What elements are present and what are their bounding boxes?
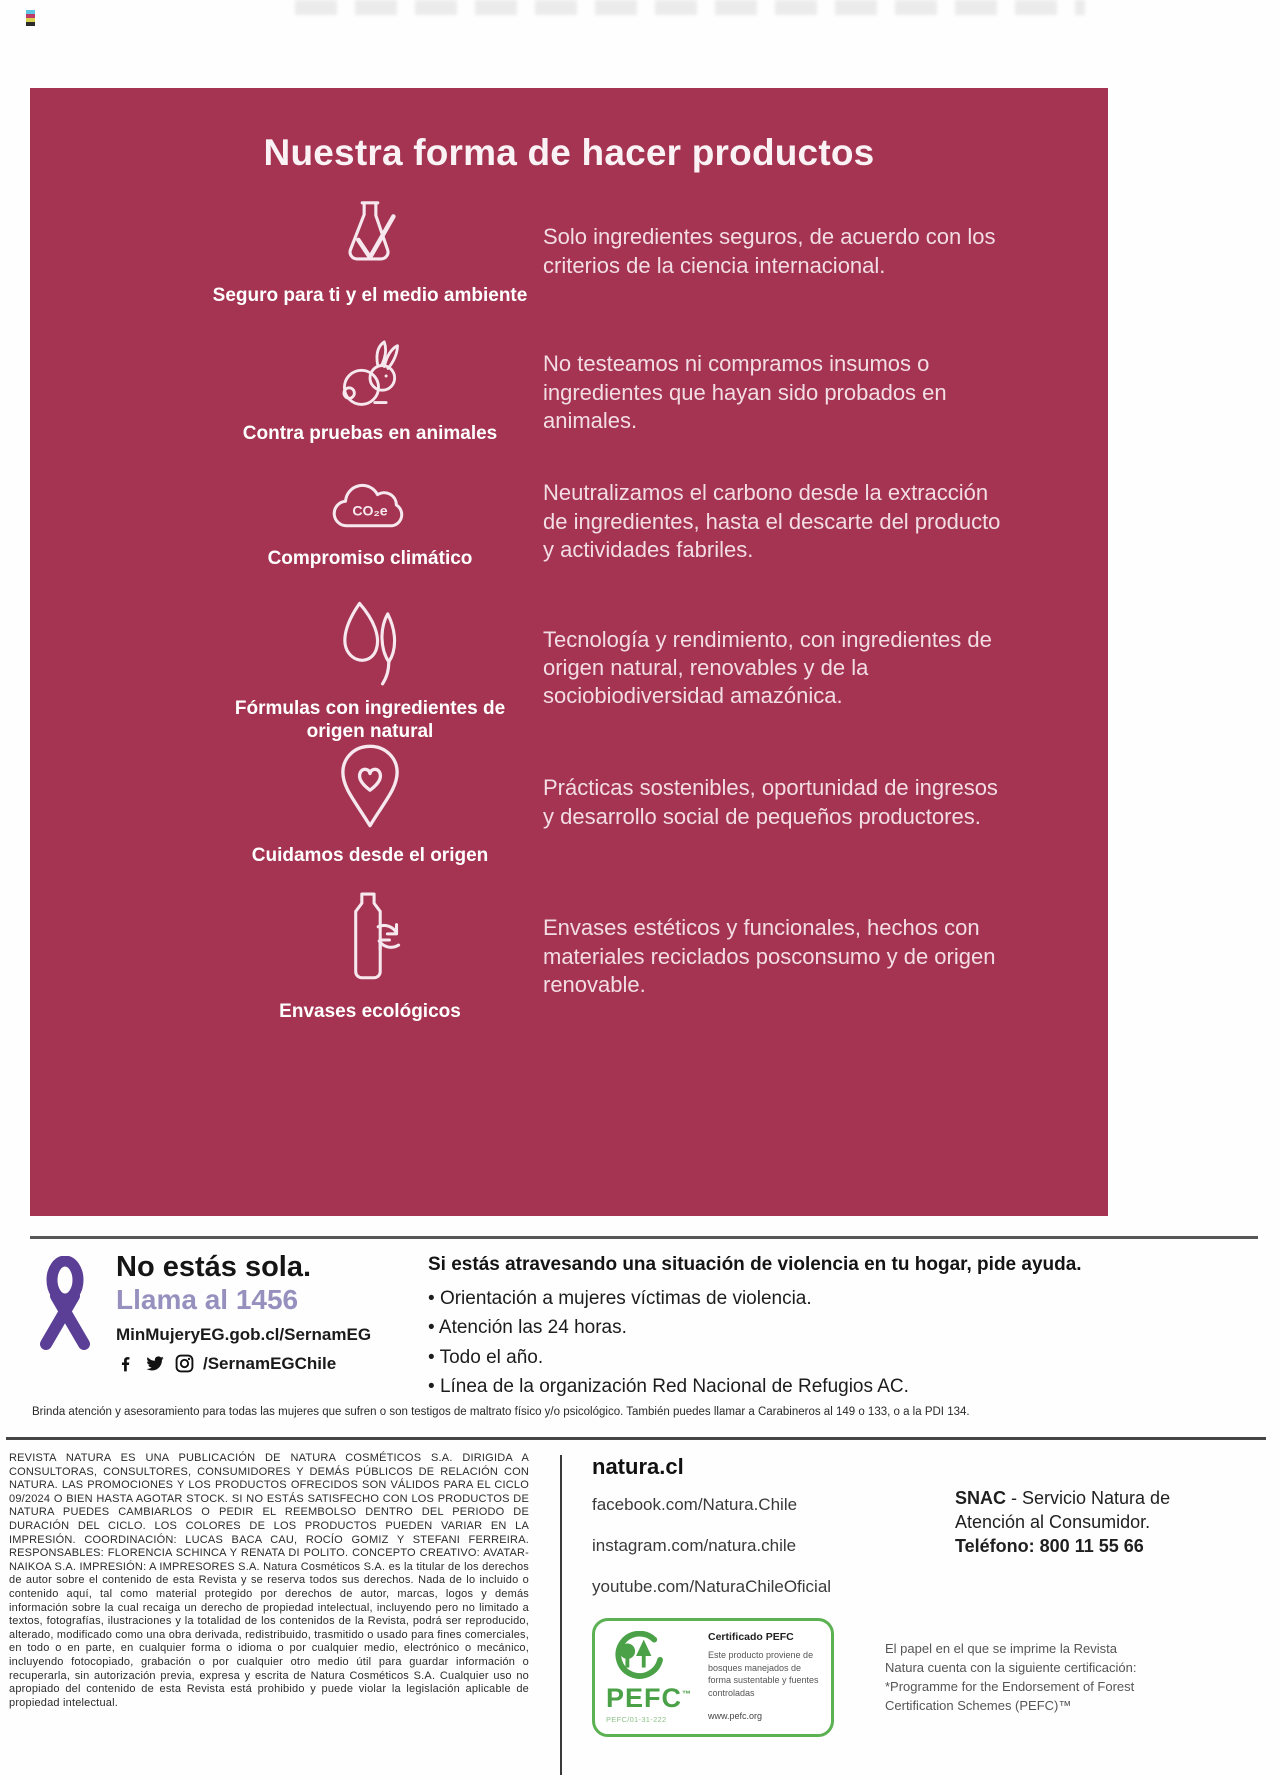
scan-ghost-text [295, 0, 1085, 15]
flask-check-icon [330, 196, 410, 274]
helpline-bullet: • Línea de la organización Red Nacional de Refugios AC. [428, 1372, 1256, 1401]
helpline-heading: Si estás atravesando una situación de violencia en tu hogar, pide ayuda. [428, 1254, 1082, 1275]
youtube-link[interactable]: youtube.com/NaturaChileOficial [592, 1577, 832, 1596]
item-label: Seguro para ti y el medio ambiente [212, 285, 528, 306]
snac-contact [955, 1487, 1213, 1558]
panel-item-formulas [30, 593, 1108, 743]
divider-footer [6, 1437, 1266, 1440]
footer-vertical-divider [560, 1455, 562, 1775]
pefc-certificate-box [592, 1618, 834, 1737]
pin-heart-icon [327, 738, 413, 834]
item-desc: No testeamos ni compramos insumos o ingredientes que hayan sido probados en animales. [543, 351, 947, 433]
helpline-title: No estás sola. [116, 1251, 312, 1283]
pefc-wordmark: PEFC™ [606, 1683, 693, 1713]
pefc-url-link[interactable]: www.pefc.org [708, 1711, 763, 1722]
natural-leaf-icon [328, 593, 412, 687]
purple-ribbon-icon [32, 1256, 98, 1350]
snac-desc: - Servicio Natura de Atención al Consumidor. [955, 1488, 1171, 1532]
item-desc: Neutralizamos el carbono desde la extracción de ingredientes, hasta el descarte del producto y actividades fabriles. [543, 480, 1001, 562]
footer-links-column [592, 1454, 838, 1737]
item-desc: Envases estéticos y funcionales, hechos con materiales reciclados posconsumo y de origen renovable. [543, 915, 996, 997]
item-desc: Solo ingredientes seguros, de acuerdo con los criterios de la ciencia internacional. [543, 224, 996, 278]
pefc-logo-icon [606, 1631, 668, 1681]
instagram-icon[interactable] [175, 1354, 194, 1373]
products-philosophy-panel [30, 88, 1108, 1216]
panel-item-envases [30, 890, 1108, 1023]
panel-item-seguro [30, 196, 1108, 307]
panel-item-climatico [30, 473, 1108, 570]
helpline-website-link[interactable]: MinMujeryEG.gob.cl/SernamEG [116, 1324, 372, 1344]
svg-text:CO₂e: CO₂e [352, 502, 388, 519]
twitter-icon[interactable] [144, 1354, 166, 1373]
panel-item-origen [30, 738, 1108, 867]
helpline-right [428, 1252, 1256, 1402]
instagram-link[interactable]: instagram.com/natura.chile [592, 1536, 797, 1555]
rabbit-icon [333, 340, 407, 412]
item-label: Cuidamos desde el origen [251, 845, 489, 866]
bottle-recycle-icon [329, 890, 411, 990]
snac-name: SNAC [955, 1488, 1007, 1508]
helpline-phone: Llama al 1456 [116, 1284, 299, 1316]
panel-title: Nuestra forma de hacer productos [263, 132, 875, 173]
item-label: Compromiso climático [267, 548, 473, 569]
legal-text: REVISTA NATURA ES UNA PUBLICACIÓN DE NATURA COSMÉTICOS S.A. DIRIGIDA A CONSULTORAS, CONSULTORES, CONSUMIDORES Y DEMÁS PÚBLICOS DE RELACIÓN CON NATURA. LAS PROMOCIONES Y LOS PRODUCTOS OFRECIDOS SON VÁLIDOS PARA EL CICLO 09/2024 O BIEN HASTA AGOTAR STOCK. SI NO ESTÁS SATISFECHO CON LOS PRODUCTOS DE NATURA PUEDES CAMBIARLOS O PEDIR EL REEMBOLSO DENTRO DEL PERIODO DE DURACIÓN DEL CICLO. LOS COLORES DE LOS PRODUCTOS PUEDEN VARIAR EN LA IMPRESIÓN. COORDINACIÓN: LUCAS BACA CAU, ROCÍO GOMIZ Y STEFANI FERREIRA. RESPONSABLES: FLORENCIA SCHINCA Y RENATA DI POLITO. CONCEPTO CREATIVO: AVATAR-NAIKOA S.A. IMPRESIÓN: A IMPRESORES S.A. Natura Cosméticos S.A. es la titular de los derechos de autor sobre el contenido de esta Revista y se reserva todos sus derechos. Nada de lo incluido o contenido aquí, tal como material protegido por derechos de autor, marcas, logos y demás información sobre la cual recaiga un derecho de propiedad intelectual, incluyendo pero no limitado a textos, fotografías, ilustraciones y la totalidad de los contenidos de la Revista, podrá ser reproducido, alterado, modificado como una obra derivada, redistribuido, trasmitido o usado para fines comerciales, en todo o en parte, en cualquier forma o idioma o por cualquier medio, electrónico o mecánico, incluyendo fotocopiado, grabación o por cualquier otro medio útil para guardar información o recuperarla, sin autorización previa, expresa y escrita de Natura Cosméticos S.A. Cualquier uso no apropiado del contenido de esta Revista está prohibido y puede violar la legislación aplicable de propiedad intelectual. [9, 1452, 529, 1709]
helpline-bullet: • Atención las 24 horas. [428, 1313, 1256, 1342]
item-desc: Prácticas sostenibles, oportunidad de ingresos y desarrollo social de pequeños productores. [543, 775, 998, 829]
facebook-link[interactable]: facebook.com/Natura.Chile [592, 1495, 798, 1514]
pefc-cert-title: Certificado PEFC [708, 1631, 794, 1643]
item-desc: Tecnología y rendimiento, con ingredientes de origen natural, renovables y de la sociobiodiversidad amazónica. [543, 626, 992, 709]
item-label: Fórmulas con ingredientes de origen natural [234, 698, 506, 743]
helpline-section [32, 1252, 1256, 1402]
helpline-bullet: • Orientación a mujeres víctimas de violencia. [428, 1284, 1256, 1313]
facebook-icon[interactable] [116, 1354, 135, 1373]
pefc-cert-text: Este producto proviene de bosques manejados de forma sustentable y fuentes controladas [708, 1650, 819, 1698]
natura-website-link[interactable]: natura.cl [592, 1454, 684, 1479]
snac-phone: Teléfono: 800 11 55 66 [955, 1535, 1144, 1556]
pefc-code: PEFC/01-31-222 [606, 1715, 667, 1724]
helpline-social-handle[interactable]: /SernamEGChile [203, 1353, 337, 1373]
helpline-note: Brinda atención y asesoramiento para todas las mujeres que sufren o son testigos de maltrato físico y/o psicológico. También puedes llamar a Carabineros al 149 o 133, o a la PDI 134. [32, 1406, 970, 1418]
pefc-tm: ™ [682, 1689, 693, 1699]
paper-certification-note: El papel en el que se imprime la Revista Natura cuenta con la siguiente certificación: *Programme for the Endorsement of Forest Certification Schemes (PEFC)™ [885, 1641, 1137, 1713]
print-registration-mark [26, 10, 35, 26]
helpline-left [32, 1252, 414, 1402]
panel-item-animales [30, 340, 1108, 445]
helpline-bullet: • Todo el año. [428, 1343, 1256, 1372]
divider-top [30, 1236, 1258, 1239]
regmark-black [26, 22, 35, 26]
co2-cloud-icon [326, 473, 414, 537]
item-label: Contra pruebas en animales [242, 423, 498, 444]
item-label: Envases ecológicos [279, 1001, 461, 1022]
